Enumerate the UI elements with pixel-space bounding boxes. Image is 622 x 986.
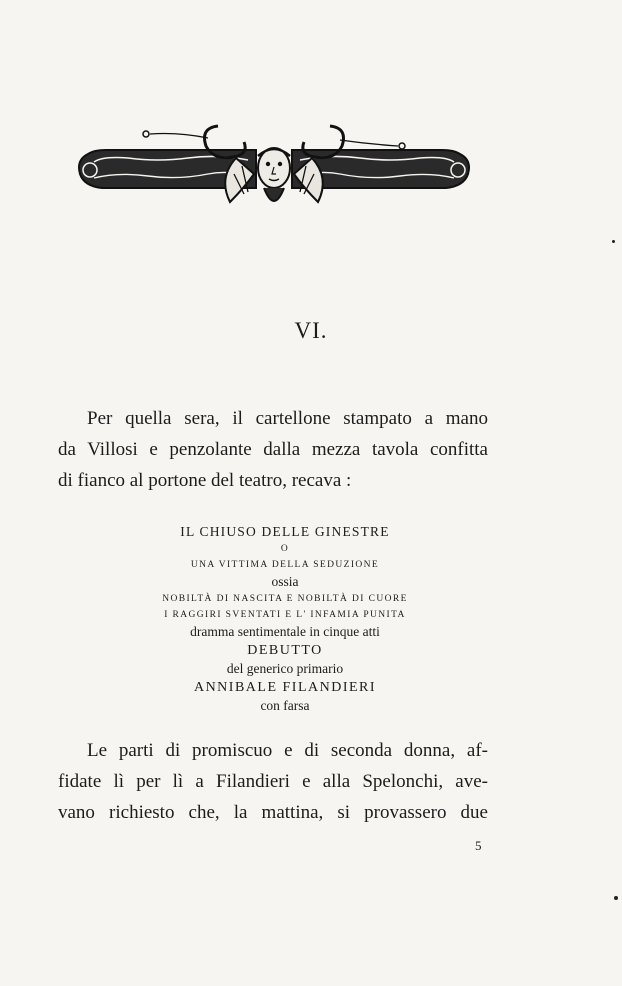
text-line: Per quella sera, il cartellone stampato a mano (87, 408, 488, 429)
playbill-farce: con farsa (260, 698, 310, 713)
playbill-line-nobilta: NOBILTÀ DI NASCITA E NOBILTÀ DI CUORE (162, 594, 408, 604)
paragraph-continuation (58, 740, 488, 833)
decorative-headpiece (68, 118, 480, 218)
playbill-subtitle: UNA VITTIMA DELLA SEDUZIONE (190, 560, 380, 570)
playbill-role: del generico primario (226, 661, 344, 676)
chapter-heading: VI. (294, 318, 328, 343)
text-line: di fianco al portone del teatro, recava : (58, 470, 352, 491)
playbill-debut: DEBUTTO (247, 643, 323, 658)
text-line: da Villosi e penzolante dalla mezza tavola confitta (58, 439, 488, 460)
text-line: vano richiesto che, la mattina, si provassero due (58, 802, 488, 823)
text-line: fidate lì per lì a Filandieri e alla Spelonchi, ave- (58, 771, 488, 792)
playbill-block (110, 522, 460, 715)
page-number: 5 (475, 838, 482, 853)
playbill-genre: dramma sentimentale in cinque atti (190, 624, 380, 639)
playbill-ossia: ossia (271, 574, 299, 589)
playbill-connector: O (280, 544, 290, 554)
ink-speck (612, 240, 615, 243)
text-line: Le parti di promiscuo e di seconda donna, af- (87, 740, 488, 761)
paragraph-intro (58, 408, 488, 501)
playbill-actor: ANNIBALE FILANDIERI (193, 680, 377, 695)
playbill-line-raggiri: I RAGGIRI SVENTATI E L' INFAMIA PUNITA (164, 610, 406, 620)
ink-speck (614, 896, 618, 900)
playbill-title: IL CHIUSO DELLE GINESTRE (180, 524, 390, 539)
